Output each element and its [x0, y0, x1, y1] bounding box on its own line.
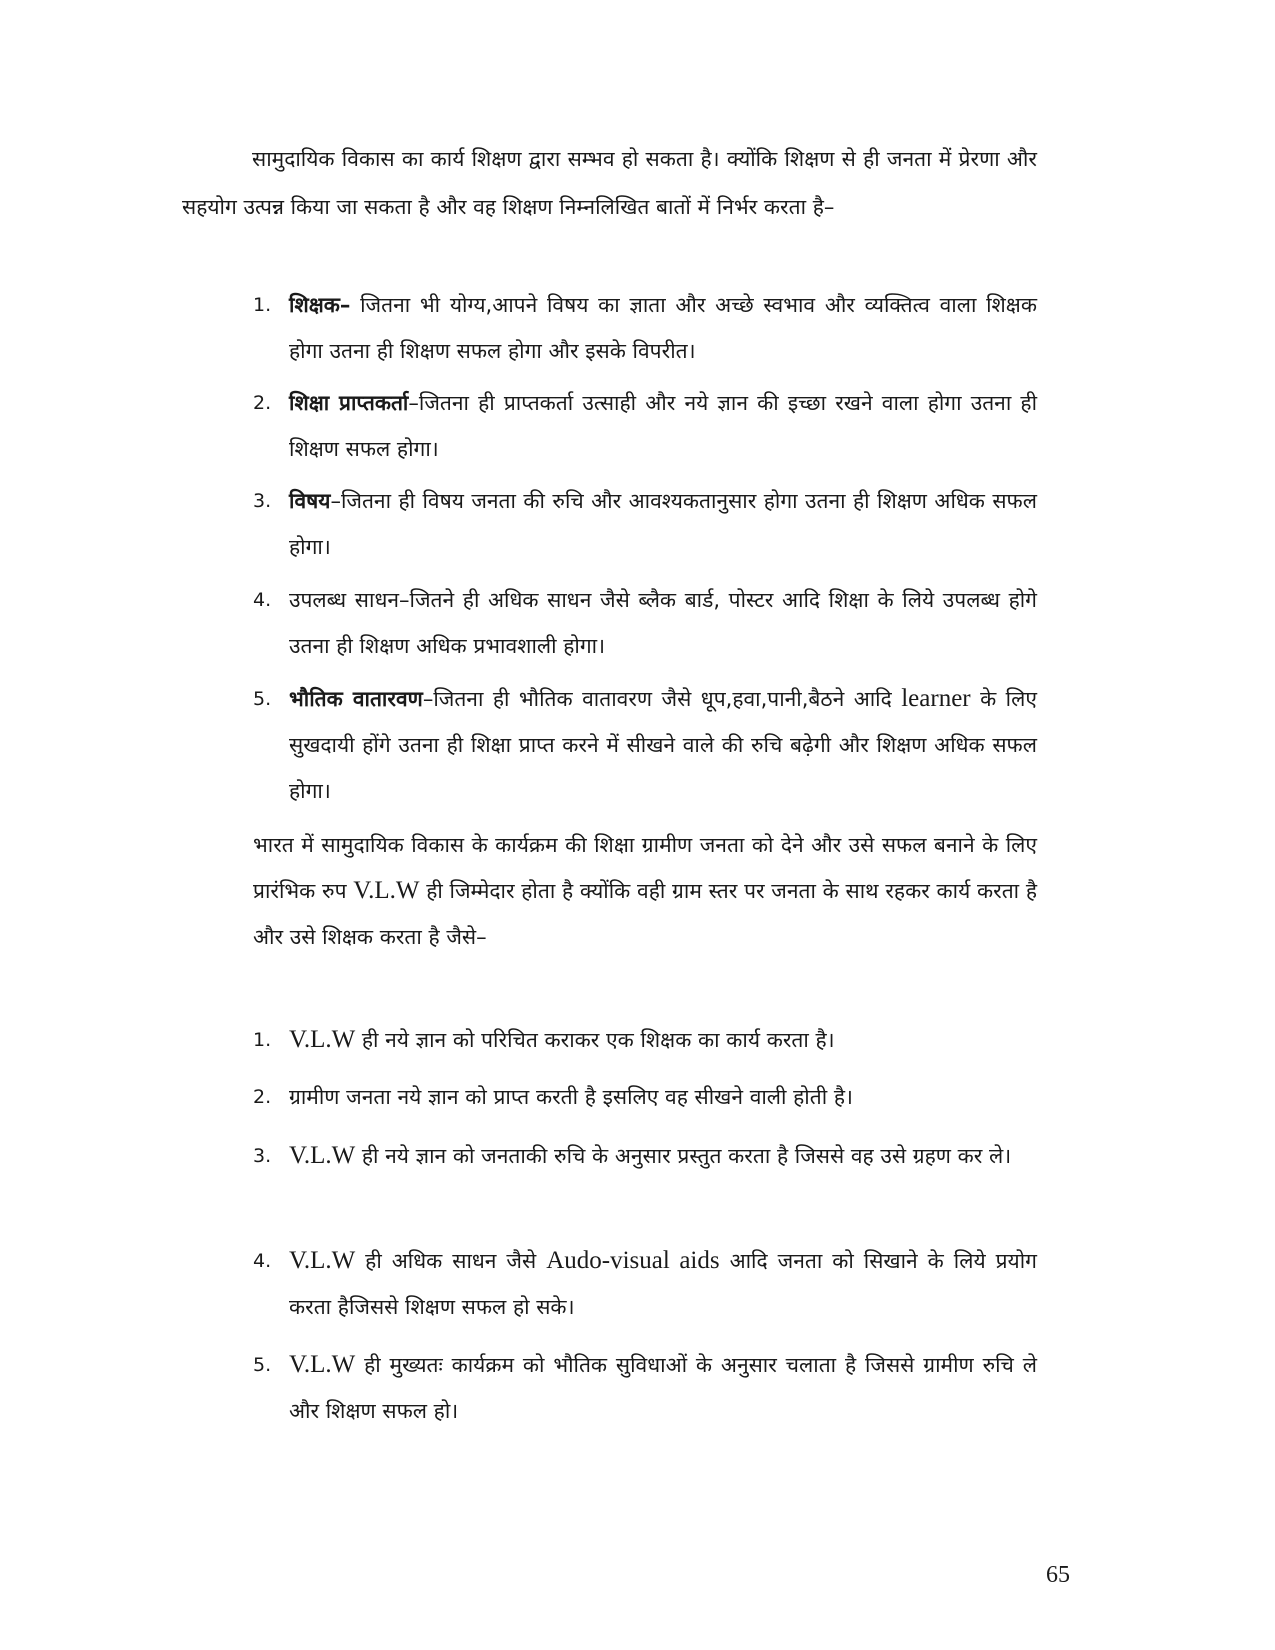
list2-item-number: 2. [253, 1086, 272, 1108]
list1-item-text: जितना भी योग्य,आपने विषय का ज्ञाता और अच्छे स्वभाव और व्यक्तित्व वाला शिक्षक होगा उतना ही शिक्षण सफल होगा और इसके विपरीत। [289, 293, 1037, 363]
middle-text: भारत में सामुदायिक विकास के कार्यक्रम की शिक्षा ग्रामीण जनता को देने और उसे सफल बनाने के लिए प्रारंभिक रुप [253, 833, 1037, 903]
middle-paragraph [253, 822, 1037, 960]
list1-item-heading: विषय [289, 489, 331, 513]
list1-item-1 [253, 282, 1037, 374]
list1-item-number: 2. [253, 392, 272, 414]
middle-text-cont: ही जिम्मेदार होता है क्योंकि वही ग्राम स्तर पर जनता के साथ रहकर कार्य करता है और उसे शिक्षक करता है जैसे– [253, 879, 1037, 949]
list1-item-text: –जितना ही विषय जनता की रुचि और आवश्यकतानुसार होगा उतना ही शिक्षण अधिक सफल होगा। [289, 489, 1037, 559]
list2-item-text: ही अधिक साधन जैसे [355, 1249, 547, 1273]
list1-item-text: –जितना ही प्राप्तकर्ता उत्साही और नये ज्ञान की इच्छा रखने वाला होगा उतना ही शिक्षण सफल होगा। [289, 391, 1038, 461]
list2-item-3 [253, 1133, 1037, 1179]
list2-item-text: ही नये ज्ञान को जनताकी रुचि के अनुसार प्रस्तुत करता है जिससे वह उसे ग्रहण कर ले। [355, 1144, 1012, 1168]
list1-item-number: 4. [253, 589, 272, 611]
list1-item-2 [253, 380, 1037, 472]
page-number: 65 [1046, 1562, 1070, 1588]
list2-item-5 [253, 1342, 1037, 1434]
list2-item-text: ग्रामीण जनता नये ज्ञान को प्राप्त करती है इसलिए वह सीखने वाली होती है। [289, 1085, 853, 1109]
list2-item-text: ही मुख्यतः कार्यक्रम को भौतिक सुविधाओं के अनुसार चलाता है जिससे ग्रामीण रुचि ले और शिक्षण सफल हो। [289, 1353, 1037, 1423]
list2-item-number: 1. [253, 1029, 272, 1051]
list2-item-text: ही नये ज्ञान को परिचित कराकर एक शिक्षक का कार्य करता है। [355, 1028, 835, 1052]
list2-item-number: 4. [253, 1250, 272, 1272]
list2-item-latin: V.L.W [289, 1247, 356, 1274]
list1-item-3 [253, 478, 1037, 570]
list2-item-number: 3. [253, 1145, 272, 1167]
list2-item-latin-2: Audo-visual aids [546, 1247, 720, 1274]
list1-item-heading: भौतिक वातारवण [289, 687, 423, 711]
list2-item-number: 5. [253, 1354, 272, 1376]
list1-item-5 [253, 676, 1037, 814]
intro-paragraph [182, 135, 1037, 231]
list1-item-text: उपलब्ध साधन–जितने ही अधिक साधन जैसे ब्लैक बार्ड, पोस्टर आदि शिक्षा के लिये उपलब्ध होगे उतना ही शिक्षण अधिक प्रभावशाली होगा। [289, 588, 1037, 658]
list2-item-latin: V.L.W [289, 1026, 356, 1053]
list2-item-text-cont: आदि जनता को सिखाने के लिये प्रयोग करता हैजिससे शिक्षण सफल हो सके। [289, 1249, 1037, 1319]
list1-item-text: –जितना ही भौतिक वातावरण जैसे धूप,हवा,पानी,बैठने आदि [422, 687, 902, 711]
list2-item-1 [253, 1017, 1037, 1063]
list1-item-heading: शिक्षा प्राप्तकर्ता [289, 391, 409, 415]
list2-item-4 [253, 1238, 1037, 1330]
list1-item-latin: learner [901, 685, 971, 712]
intro-text: सामुदायिक विकास का कार्य शिक्षण द्वारा सम्भव हो सकता है। क्योंकि शिक्षण से ही जनता में प्रेरणा और सहयोग उत्पन्न किया जा सकता है और वह शिक्षण निम्नलिखित बातों में निर्भर करता है– [182, 147, 1037, 219]
list1-item-heading: शिक्षक– [289, 293, 351, 317]
list1-item-number: 1. [253, 294, 272, 316]
list1-item-4 [253, 577, 1037, 669]
list1-item-number: 3. [253, 490, 272, 512]
list1-item-number: 5. [253, 688, 272, 710]
list2-item-2 [253, 1074, 1037, 1120]
list1-item-text-cont: के लिए सुखदायी होंगे उतना ही शिक्षा प्राप्त करने में सीखने वाले की रुचि बढ़ेगी और शिक्षण अधिक सफल होगा। [289, 687, 1037, 803]
middle-latin: V.L.W [353, 877, 420, 904]
list2-item-latin: V.L.W [289, 1351, 356, 1378]
list2-item-latin: V.L.W [289, 1142, 356, 1169]
